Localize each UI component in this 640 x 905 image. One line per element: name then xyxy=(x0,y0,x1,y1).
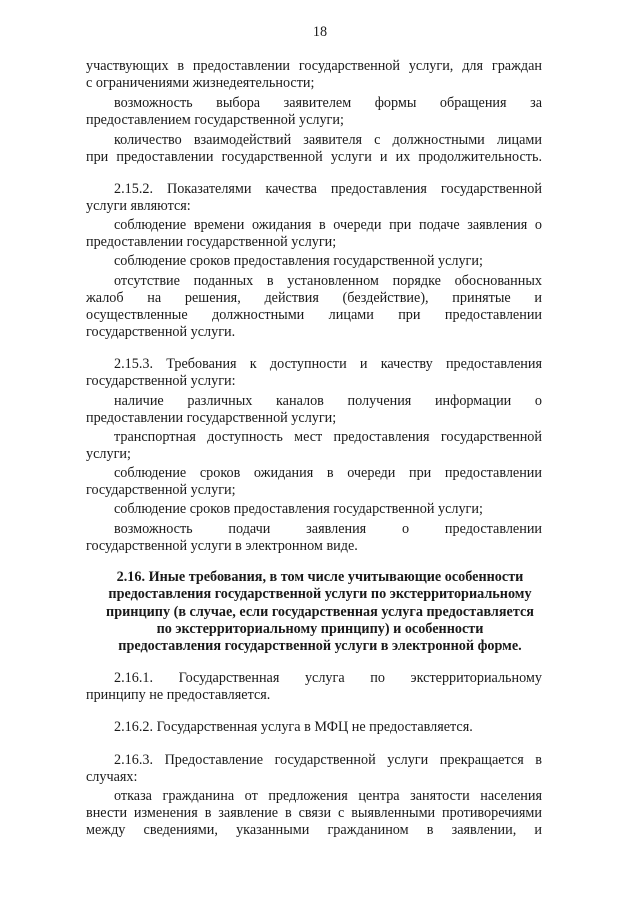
text-line: участвующих в предоставлении государственной услуги, для граждан xyxy=(86,58,542,74)
text-line: 2.15.3. Требования к доступности и качеству предоставления xyxy=(114,356,542,372)
text-line: транспортная доступность мест предоставления государственной xyxy=(114,429,542,445)
text-line: наличие различных каналов получения информации о xyxy=(114,393,542,409)
text-line: принципу (в случае, если государственная услуга предоставляется xyxy=(106,604,534,620)
text-line: внести изменения в заявление в связи с выявленными противоречиями xyxy=(86,805,542,821)
text-line: отсутствие поданных в установленном порядке обоснованных xyxy=(114,273,542,289)
text-line: возможность выбора заявителем формы обращения за xyxy=(114,95,542,111)
text-line: предоставлении государственной услуги; xyxy=(86,234,337,250)
text-line: предоставления государственной услуги по экстерриториальному xyxy=(108,586,532,602)
text-line: предоставлении государственной услуги; xyxy=(86,410,337,426)
text-line: государственной услуги: xyxy=(86,373,236,389)
text-line: 2.16.2. Государственная услуга в МФЦ не предоставляется. xyxy=(114,719,473,735)
text-line: государственной услуги. xyxy=(86,324,236,340)
text-line: 2.16. Иные требования, в том числе учитывающие особенности xyxy=(116,569,524,585)
text-line: случаях: xyxy=(86,769,138,785)
text-line: 2.16.3. Предоставление государственной услуги прекращается в xyxy=(114,752,542,768)
text-line: отказа гражданина от предложения центра занятости населения xyxy=(114,788,542,804)
text-line: жалоб на решения, действия (бездействие), принятые и xyxy=(86,290,542,306)
text-line: по экстерриториальному принципу) и особенности xyxy=(156,621,484,637)
text-line: предоставлением государственной услуги; xyxy=(86,112,344,128)
text-line: государственной услуги в электронном виде. xyxy=(86,538,358,554)
text-line: осуществленные должностными лицами при предоставлении xyxy=(86,307,542,323)
text-line: с ограничениями жизнедеятельности; xyxy=(86,75,315,91)
text-line: при предоставлении государственной услуги и их продолжительность. xyxy=(86,149,542,165)
text-line: 2.16.1. Государственная услуга по экстерриториальному xyxy=(114,670,542,686)
text-line: соблюдение сроков предоставления государственной услуги; xyxy=(114,253,483,269)
text-line: предоставления государственной услуги в электронной форме. xyxy=(118,638,522,654)
text-line: услуги; xyxy=(86,446,131,462)
text-line: государственной услуги; xyxy=(86,482,236,498)
text-line: соблюдение сроков предоставления государственной услуги; xyxy=(114,501,483,517)
text-line: количество взаимодействий заявителя с должностными лицами xyxy=(114,132,542,148)
text-line: между сведениями, указанными гражданином в заявлении, и xyxy=(86,822,542,838)
text-line: соблюдение времени ожидания в очереди при подаче заявления о xyxy=(114,217,542,233)
text-line: принципу не предоставляется. xyxy=(86,687,271,703)
page-number: 18 xyxy=(312,24,328,40)
text-line: 2.15.2. Показателями качества предоставления государственной xyxy=(114,181,542,197)
text-line: возможность подачи заявления о предоставлении xyxy=(114,521,542,537)
text-line: соблюдение сроков ожидания в очереди при предоставлении xyxy=(114,465,542,481)
text-line: услуги являются: xyxy=(86,198,191,214)
